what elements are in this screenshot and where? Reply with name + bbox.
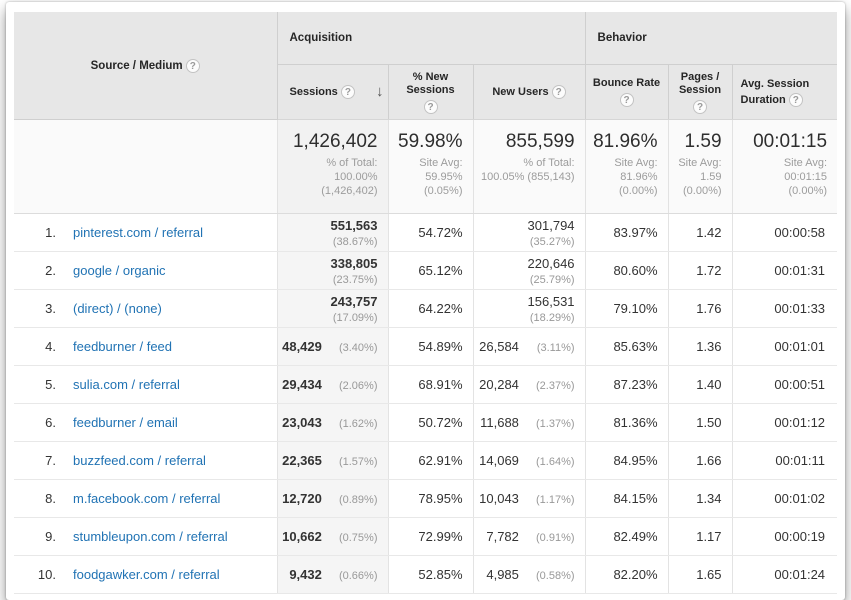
pages-session-cell: 1.36 (668, 328, 732, 366)
row-rank: 10. (37, 567, 56, 582)
sessions-cell: 22,365 (1.57%) (277, 442, 388, 480)
avg-session-duration-cell: 00:01:33 (732, 290, 837, 328)
summary-avg-session-duration: 00:01:15 Site Avg: 00:01:15 (0.00%) (732, 120, 837, 214)
pages-session-cell: 1.42 (668, 214, 732, 252)
row-rank: 8. (45, 491, 56, 506)
avg-session-duration-cell: 00:00:58 (732, 214, 837, 252)
new-users-cell: 4,985 (0.58%) (473, 556, 585, 594)
bounce-rate-cell: 82.20% (585, 556, 668, 594)
row-rank: 2. (45, 263, 56, 278)
source-medium-cell (14, 290, 277, 328)
bounce-rate-cell: 82.49% (585, 518, 668, 556)
source-medium-link[interactable]: sulia.com / referral (73, 377, 180, 392)
new-users-cell: 7,782 (0.91%) (473, 518, 585, 556)
table-row (14, 328, 837, 366)
row-rank: 5. (45, 377, 56, 392)
table-row (14, 252, 837, 290)
source-medium-cell (14, 442, 277, 480)
summary-pages-session: 1.59 Site Avg: 1.59 (0.00%) (668, 120, 732, 214)
column-header-source-medium[interactable] (14, 12, 277, 120)
pages-session-cell: 1.76 (668, 290, 732, 328)
source-medium-cell (14, 366, 277, 404)
avg-session-duration-cell: 00:00:19 (732, 518, 837, 556)
pages-session-cell: 1.34 (668, 480, 732, 518)
source-medium-label: Source / Medium (90, 59, 183, 72)
table-row (14, 366, 837, 404)
bounce-rate-cell: 83.97% (585, 214, 668, 252)
pct-new-sessions-label: % New Sessions (406, 70, 455, 96)
avg-session-duration-cell: 00:01:11 (732, 442, 837, 480)
pct-new-sessions-cell: 78.95% (388, 480, 473, 518)
summary-new-users: 855,599 % of Total: 100.05% (855,143) (473, 120, 585, 214)
pages-session-label: Pages / Session (678, 70, 722, 96)
pages-session-cell: 1.66 (668, 442, 732, 480)
bounce-rate-cell: 81.36% (585, 404, 668, 442)
avg-session-duration-cell: 00:01:12 (732, 404, 837, 442)
source-medium-link[interactable]: feedburner / feed (73, 339, 173, 354)
row-rank: 6. (45, 415, 56, 430)
pct-new-sessions-cell: 65.12% (388, 252, 473, 290)
pct-new-sessions-cell: 52.85% (388, 556, 473, 594)
summary-bounce-rate: 81.96% Site Avg: 81.96% (0.00%) (585, 120, 668, 214)
bounce-rate-cell: 80.60% (585, 252, 668, 290)
new-users-cell: 220,646 (25.79%) (473, 252, 585, 290)
row-rank: 4. (45, 339, 56, 354)
pct-new-sessions-cell: 62.91% (388, 442, 473, 480)
new-users-cell: 26,584 (3.11%) (473, 328, 585, 366)
pct-new-sessions-cell: 50.72% (388, 404, 473, 442)
bounce-rate-cell: 84.15% (585, 480, 668, 518)
avg-session-duration-cell: 00:01:01 (732, 328, 837, 366)
row-rank: 3. (45, 301, 56, 316)
bounce-rate-cell: 85.63% (585, 328, 668, 366)
table-row (14, 518, 837, 556)
help-icon[interactable]: ? (620, 93, 634, 107)
source-medium-cell (14, 480, 277, 518)
row-rank: 9. (45, 529, 56, 544)
table-row (14, 404, 837, 442)
table-row (14, 290, 837, 328)
table-row (14, 214, 837, 252)
avg-session-duration-cell: 00:01:02 (732, 480, 837, 518)
sessions-cell: 48,429 (3.40%) (277, 328, 388, 366)
source-medium-cell (14, 252, 277, 290)
column-header-bounce-rate[interactable] (585, 65, 668, 120)
pct-new-sessions-cell: 72.99% (388, 518, 473, 556)
source-medium-link[interactable]: feedburner / email (73, 415, 178, 430)
sessions-cell: 12,720 (0.89%) (277, 480, 388, 518)
group-header-behavior (585, 12, 837, 65)
sort-descending-icon[interactable]: ↓ (376, 83, 384, 100)
avg-session-duration-cell: 00:00:51 (732, 366, 837, 404)
new-users-cell: 11,688 (1.37%) (473, 404, 585, 442)
acquisition-label: Acquisition (289, 32, 353, 44)
bounce-rate-cell: 79.10% (585, 290, 668, 328)
source-medium-link[interactable]: (direct) / (none) (73, 301, 162, 316)
source-medium-cell (14, 214, 277, 252)
avg-session-duration-total: 00:01:15 (753, 131, 828, 152)
source-medium-link[interactable]: stumbleupon.com / referral (73, 529, 228, 544)
pct-new-sessions-cell: 68.91% (388, 366, 473, 404)
group-header-row (14, 12, 837, 65)
pages-session-cell: 1.40 (668, 366, 732, 404)
bounce-rate-total: 81.96% (593, 131, 658, 152)
row-rank: 1. (45, 225, 56, 240)
source-medium-table (14, 12, 837, 594)
help-icon[interactable]: ? (424, 100, 438, 114)
behavior-label: Behavior (597, 32, 647, 44)
column-header-sessions[interactable] (277, 65, 388, 120)
bounce-rate-cell: 87.23% (585, 366, 668, 404)
new-users-cell: 301,794 (35.27%) (473, 214, 585, 252)
sessions-cell: 23,043 (1.62%) (277, 404, 388, 442)
sessions-label: Sessions (289, 85, 338, 98)
source-medium-link[interactable]: google / organic (73, 263, 166, 278)
source-medium-link[interactable]: buzzfeed.com / referral (73, 453, 206, 468)
bounce-rate-label: Bounce Rate (592, 77, 661, 89)
avg-session-duration-cell: 00:01:31 (732, 252, 837, 290)
sessions-cell: 243,757 (17.09%) (277, 290, 388, 328)
summary-row (14, 120, 837, 214)
help-icon[interactable]: ? (341, 85, 355, 99)
new-users-cell: 14,069 (1.64%) (473, 442, 585, 480)
sessions-total: 1,426,402 (292, 131, 378, 152)
source-medium-cell (14, 404, 277, 442)
sessions-cell: 338,805 (23.75%) (277, 252, 388, 290)
table-row (14, 480, 837, 518)
column-header-avg-session-duration[interactable] (732, 65, 837, 120)
sessions-cell: 9,432 (0.66%) (277, 556, 388, 594)
help-icon[interactable]: ? (186, 59, 200, 73)
new-users-cell: 20,284 (2.37%) (473, 366, 585, 404)
pct-new-sessions-cell: 54.89% (388, 328, 473, 366)
sessions-cell: 29,434 (2.06%) (277, 366, 388, 404)
new-users-cell: 10,043 (1.17%) (473, 480, 585, 518)
source-medium-link[interactable]: foodgawker.com / referral (73, 567, 220, 582)
pages-session-total: 1.59 (684, 131, 722, 152)
pct-new-sessions-total: 59.98% (398, 131, 463, 152)
avg-session-duration-label: Avg. Session Duration (740, 78, 810, 106)
new-users-total: 855,599 (505, 131, 575, 152)
pct-new-sessions-cell: 64.22% (388, 290, 473, 328)
pages-session-cell: 1.17 (668, 518, 732, 556)
table-row (14, 442, 837, 480)
source-medium-link[interactable]: m.facebook.com / referral (73, 491, 221, 506)
column-header-new-users[interactable] (473, 65, 585, 120)
sessions-cell: 551,563 (38.67%) (277, 214, 388, 252)
source-medium-link[interactable]: pinterest.com / referral (73, 225, 204, 240)
summary-pct-new-sessions: 59.98% Site Avg: 59.95% (0.05%) (388, 120, 473, 214)
help-icon[interactable]: ? (693, 100, 707, 114)
summary-dimension-cell (14, 120, 277, 214)
new-users-cell: 156,531 (18.29%) (473, 290, 585, 328)
summary-sessions: 1,426,402 % of Total: 100.00% (1,426,402) (277, 120, 388, 214)
sessions-cell: 10,662 (0.75%) (277, 518, 388, 556)
pages-session-cell: 1.50 (668, 404, 732, 442)
new-users-label: New Users (492, 85, 549, 98)
help-icon[interactable]: ? (789, 93, 803, 107)
pages-session-cell: 1.72 (668, 252, 732, 290)
source-medium-cell (14, 556, 277, 594)
group-header-acquisition (277, 12, 585, 65)
bounce-rate-cell: 84.95% (585, 442, 668, 480)
column-header-pages-session[interactable] (668, 65, 732, 120)
source-medium-cell (14, 328, 277, 366)
analytics-report-card (6, 2, 845, 600)
row-rank: 7. (45, 453, 56, 468)
column-header-pct-new-sessions[interactable] (388, 65, 473, 120)
pages-session-cell: 1.65 (668, 556, 732, 594)
pct-new-sessions-cell: 54.72% (388, 214, 473, 252)
source-medium-cell (14, 518, 277, 556)
avg-session-duration-cell: 00:01:24 (732, 556, 837, 594)
help-icon[interactable]: ? (552, 85, 566, 99)
table-row (14, 556, 837, 594)
